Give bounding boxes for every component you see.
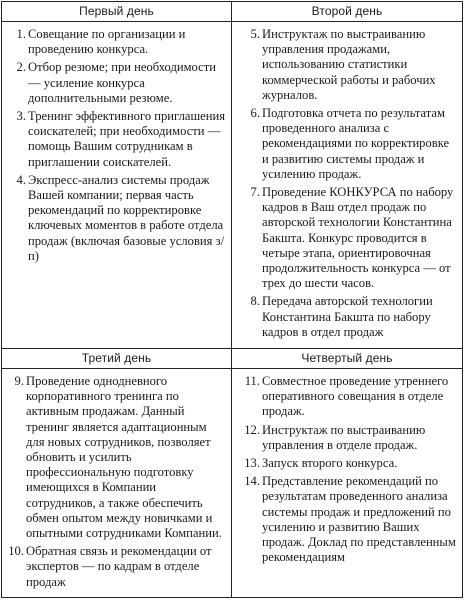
task-number: 1.: [16, 27, 26, 41]
day-2-cell: [232, 2, 462, 349]
task-number: 12.: [244, 422, 260, 437]
task-item: [2, 27, 225, 57]
task-number: 7.: [250, 185, 260, 200]
task-number: 13.: [244, 456, 260, 471]
task-text: Экспресс-анализ системы продаж Вашей компании; первая часть рекомендаций по корректировке ключевых моментов в работе отдела продаж (включая базовые условия з/п): [28, 172, 225, 263]
task-text: Проведение КОНКУРСА по набору кадров в Ваш отдел продаж по авторской технологии Константина Бакшта. Конкурс проводится в четыре этапа, ориентировочная продолжительность конкурса — от трех до шести часов.: [262, 185, 454, 291]
day-1-title: Первый день: [2, 2, 231, 22]
task-item: [2, 60, 225, 106]
schedule-table: [1, 1, 463, 598]
task-text: Представление рекомендаций по результатам проведенного анализа системы продаж и предложений по усилению и развитию Ваших продаж. Доклад по представленным рекомендациям: [262, 474, 456, 565]
task-text: Проведение однодневного корпоративного тренинга по активным продажам. Данный тренинг является адаптационным для новых сотрудников, позволяет обновить и усилить профессиональную подготовку имеющихся в Компании сотрудников, а также обеспечить обмен опытом между новичками и опытными сотрудниками Компании.: [26, 374, 222, 541]
task-number: 2.: [16, 60, 26, 75]
task-item: [232, 474, 456, 565]
day-4-title: Четвертый день: [232, 349, 462, 369]
task-text: Отбор резюме; при необходимости — усиление конкурса дополнительными резюме.: [28, 60, 217, 105]
task-item: [232, 27, 456, 103]
task-number: 6.: [250, 106, 260, 121]
task-text: Тренинг эффективного приглашения соискателей; при необходимости — помощь Вашим сотрудникам в приглашении соискателей.: [28, 109, 226, 169]
day-4-task-list: [232, 369, 462, 565]
task-number: 8.: [250, 294, 260, 309]
task-item: [2, 374, 225, 541]
day-1-task-list: [2, 22, 231, 264]
day-4-cell: [232, 349, 462, 597]
day-2-task-list: [232, 22, 462, 340]
task-text: Совместное проведение утреннего оперативного совещания в отделе продаж.: [262, 374, 449, 419]
task-item: [232, 185, 456, 291]
task-item: [2, 173, 225, 264]
task-text: Запуск второго конкурса.: [262, 456, 398, 471]
task-item: [232, 374, 456, 420]
day-1-cell: [2, 2, 232, 349]
task-number: 3.: [16, 109, 26, 124]
task-text: Обратная связь и рекомендации от экспертов — по кадрам в отделе продаж: [26, 544, 212, 589]
task-text: Совещание по организации и проведению конкурса.: [28, 27, 186, 57]
task-text: Подготовка отчета по результатам проведенного анализа с рекомендациями по корректировке и развитию системы продаж и усилению продаж.: [262, 106, 450, 181]
task-number: 9.: [14, 374, 24, 388]
task-text: Инструктаж по выстраиванию управления в отделе продаж.: [262, 422, 426, 452]
task-number: 14.: [244, 474, 260, 489]
task-number: 11.: [244, 374, 260, 388]
task-item: [2, 109, 225, 170]
task-text: Инструктаж по выстраиванию управления продажами, использованию статистики коммерческой работы и рабочих журналов.: [262, 27, 436, 102]
day-3-title: Третий день: [2, 349, 231, 369]
task-number: 5.: [250, 27, 260, 41]
task-text: Передача авторской технологии Константина Бакшта по набору кадров в отдел продаж: [262, 294, 433, 339]
day-2-title: Второй день: [232, 2, 462, 22]
task-item: [232, 423, 456, 453]
task-number: 4.: [16, 172, 26, 187]
task-item: [232, 106, 456, 182]
task-item: [232, 294, 456, 340]
day-3-cell: [2, 349, 232, 597]
day-3-task-list: [2, 369, 231, 590]
task-item: [232, 456, 456, 471]
task-item: [2, 544, 225, 590]
task-number: 10.: [8, 544, 24, 559]
